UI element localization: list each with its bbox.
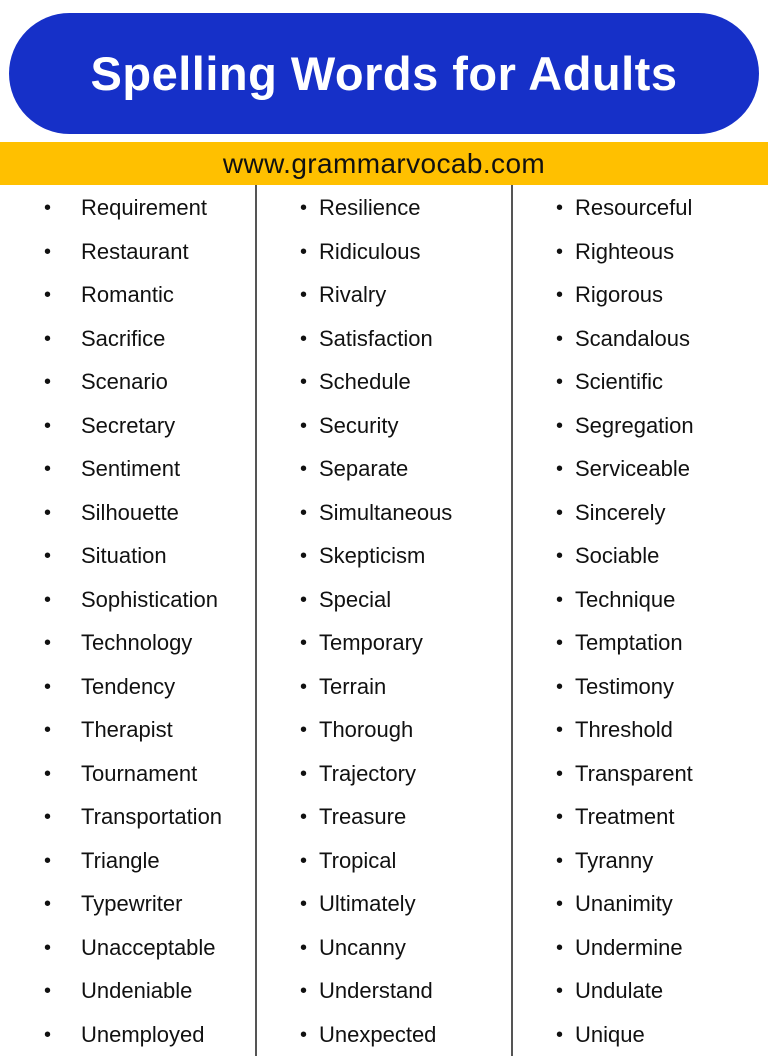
bullet-icon: • <box>44 980 52 1002</box>
word-list-item <box>514 403 768 447</box>
spelling-word: Scandalous <box>575 325 690 351</box>
spelling-word: Temptation <box>575 630 683 655</box>
website-url: www.grammarvocab.com <box>222 147 546 179</box>
word-list-item <box>514 490 768 534</box>
word-list-item <box>258 446 510 490</box>
spelling-word: Ultimately <box>319 891 416 916</box>
bullet-icon: • <box>556 458 564 480</box>
bullet-icon: • <box>44 414 52 437</box>
bullet-icon: • <box>44 849 52 872</box>
word-list-item <box>258 838 510 882</box>
bullet-icon: • <box>300 675 308 698</box>
spelling-word: Schedule <box>319 369 411 394</box>
word-list-item <box>258 881 510 925</box>
spelling-word: Unacceptable <box>81 934 216 960</box>
word-list-item <box>514 272 768 316</box>
bullet-icon: • <box>300 806 308 828</box>
spelling-word: Scenario <box>81 369 168 394</box>
bullet-icon: • <box>44 588 52 611</box>
word-list-item <box>0 577 255 621</box>
spelling-word: Terrain <box>319 673 387 699</box>
spelling-word: Scientific <box>575 369 664 394</box>
word-list-item <box>514 838 768 882</box>
spelling-word: Technique <box>575 586 676 612</box>
bullet-icon: • <box>300 197 308 219</box>
page-title: Spelling Words for Adults <box>90 47 678 100</box>
bullet-icon: • <box>556 545 564 567</box>
word-list-item <box>514 229 768 273</box>
word-list-item <box>0 794 255 838</box>
spelling-word: Therapist <box>81 717 173 742</box>
bullet-icon: • <box>556 806 564 828</box>
spelling-word: Unemployed <box>81 1021 205 1047</box>
spelling-word: Sacrifice <box>81 325 166 351</box>
spelling-word: Romantic <box>81 282 174 307</box>
bullet-icon: • <box>300 936 308 959</box>
word-list-item <box>514 446 768 490</box>
word-list-item <box>0 490 255 534</box>
spelling-word: Tyranny <box>575 847 654 873</box>
spelling-word: Ridiculous <box>319 238 421 264</box>
bullet-icon: • <box>44 1023 52 1046</box>
word-list-item <box>0 968 255 1012</box>
word-list-item <box>258 751 510 795</box>
bullet-icon: • <box>44 545 52 567</box>
spelling-word: Testimony <box>575 673 675 699</box>
bullet-icon: • <box>556 936 564 959</box>
spelling-word: Unexpected <box>319 1021 437 1047</box>
spelling-word: Undeniable <box>81 978 193 1003</box>
bullet-icon: • <box>44 371 52 393</box>
word-list-item <box>0 1012 255 1056</box>
word-list-item <box>514 1012 768 1056</box>
word-list-item <box>258 794 510 838</box>
word-list-item <box>0 403 255 447</box>
column-divider-1 <box>255 185 257 1056</box>
word-list-item <box>258 1012 510 1056</box>
bullet-icon: • <box>300 545 308 567</box>
word-list-item <box>514 881 768 925</box>
spelling-word: Undulate <box>575 978 664 1003</box>
word-list-item <box>258 533 510 577</box>
word-list-item <box>258 664 510 708</box>
spelling-word: Unanimity <box>575 891 673 916</box>
spelling-word: Rigorous <box>575 282 664 307</box>
word-list-item <box>0 707 255 751</box>
spelling-word: Technology <box>81 630 193 655</box>
bullet-icon: • <box>44 893 52 915</box>
spelling-word: Temporary <box>319 630 423 655</box>
word-list-item <box>514 925 768 969</box>
word-list-item <box>514 316 768 360</box>
bullet-icon: • <box>44 675 52 698</box>
spelling-word: Situation <box>81 543 167 568</box>
spelling-word: Righteous <box>575 238 675 264</box>
word-list-item <box>514 185 768 229</box>
word-list-item <box>0 664 255 708</box>
bullet-icon: • <box>300 632 308 654</box>
spelling-word: Security <box>319 412 399 438</box>
spelling-word: Undermine <box>575 934 683 960</box>
spelling-word: Trajectory <box>319 760 416 786</box>
website-bar <box>0 142 768 185</box>
bullet-icon: • <box>44 936 52 959</box>
word-list-item <box>514 968 768 1012</box>
bullet-icon: • <box>44 762 52 785</box>
spelling-word: Transportation <box>81 804 223 829</box>
word-list-item <box>258 925 510 969</box>
bullet-icon: • <box>556 980 564 1002</box>
spelling-word: Sincerely <box>575 499 666 525</box>
bullet-icon: • <box>44 458 52 480</box>
spelling-word: Threshold <box>575 717 673 742</box>
spelling-word: Typewriter <box>81 891 183 916</box>
word-list-item <box>0 185 255 229</box>
word-column-1 <box>0 185 255 1055</box>
bullet-icon: • <box>556 632 564 654</box>
bullet-icon: • <box>300 327 308 350</box>
word-list-item <box>0 533 255 577</box>
word-list-item <box>0 359 255 403</box>
bullet-icon: • <box>44 197 52 219</box>
word-list-item <box>0 925 255 969</box>
spelling-word: Serviceable <box>575 456 690 481</box>
word-column-2 <box>258 185 510 1055</box>
bullet-icon: • <box>556 675 564 698</box>
bullet-icon: • <box>556 588 564 611</box>
spelling-word: Resilience <box>319 195 421 220</box>
word-list-item <box>0 272 255 316</box>
spelling-word: Tropical <box>319 847 397 873</box>
word-list-item <box>0 881 255 925</box>
word-list-item <box>514 577 768 621</box>
bullet-icon: • <box>556 719 564 741</box>
bullet-icon: • <box>300 414 308 437</box>
bullet-icon: • <box>300 1023 308 1046</box>
bullet-icon: • <box>300 980 308 1002</box>
spelling-word: Sociable <box>575 543 660 568</box>
column-divider-2 <box>511 185 513 1056</box>
bullet-icon: • <box>556 893 564 915</box>
spelling-word: Treatment <box>575 804 675 829</box>
spelling-word: Triangle <box>81 847 160 873</box>
bullet-icon: • <box>300 371 308 393</box>
spelling-word: Silhouette <box>81 499 179 525</box>
word-list-item <box>0 446 255 490</box>
word-list-item <box>514 664 768 708</box>
spelling-word: Sentiment <box>81 456 181 481</box>
word-list-item <box>258 359 510 403</box>
word-list-item <box>0 751 255 795</box>
bullet-icon: • <box>556 327 564 350</box>
bullet-icon: • <box>300 893 308 915</box>
word-list-item <box>514 707 768 751</box>
spelling-word: Treasure <box>319 804 407 829</box>
word-list-item <box>514 794 768 838</box>
spelling-word: Satisfaction <box>319 325 433 351</box>
bullet-icon: • <box>44 240 52 263</box>
bullet-icon: • <box>556 371 564 393</box>
bullet-icon: • <box>300 284 308 306</box>
spelling-word: Separate <box>319 456 409 481</box>
spelling-word: Thorough <box>319 717 414 742</box>
spelling-word: Requirement <box>81 195 207 220</box>
spelling-word: Special <box>319 586 392 612</box>
bullet-icon: • <box>556 501 564 524</box>
word-list-item <box>258 620 510 664</box>
spelling-word: Tendency <box>81 673 176 699</box>
spelling-word: Understand <box>319 978 433 1003</box>
word-list-item <box>258 577 510 621</box>
title-banner <box>9 13 759 134</box>
word-list-item <box>514 620 768 664</box>
bullet-icon: • <box>44 284 52 306</box>
spelling-word: Skepticism <box>319 543 426 568</box>
bullet-icon: • <box>556 284 564 306</box>
word-list-item <box>258 968 510 1012</box>
spelling-word: Simultaneous <box>319 499 453 525</box>
word-list-item <box>258 403 510 447</box>
word-list-item <box>258 185 510 229</box>
word-list-item <box>514 751 768 795</box>
word-column-3 <box>514 185 768 1055</box>
word-list-item <box>258 229 510 273</box>
bullet-icon: • <box>556 240 564 263</box>
word-list-item <box>514 359 768 403</box>
bullet-icon: • <box>556 197 564 219</box>
bullet-icon: • <box>556 414 564 437</box>
bullet-icon: • <box>300 849 308 872</box>
bullet-icon: • <box>556 762 564 785</box>
bullet-icon: • <box>300 501 308 524</box>
bullet-icon: • <box>556 849 564 872</box>
word-list-item <box>0 229 255 273</box>
spelling-word: Uncanny <box>319 934 406 960</box>
spelling-word: Secretary <box>81 412 176 438</box>
spelling-word: Transparent <box>575 760 693 786</box>
bullet-icon: • <box>44 327 52 350</box>
spelling-word: Rivalry <box>319 282 387 307</box>
word-list-item <box>0 620 255 664</box>
word-list-item <box>258 316 510 360</box>
word-list-item <box>258 490 510 534</box>
word-list-item <box>258 272 510 316</box>
word-list-item <box>0 316 255 360</box>
bullet-icon: • <box>300 240 308 263</box>
word-list-item <box>0 838 255 882</box>
spelling-word: Tournament <box>81 760 198 786</box>
bullet-icon: • <box>44 806 52 828</box>
bullet-icon: • <box>44 632 52 654</box>
word-list-item <box>258 707 510 751</box>
spelling-word: Segregation <box>575 412 694 438</box>
bullet-icon: • <box>300 588 308 611</box>
bullet-icon: • <box>300 762 308 785</box>
spelling-word: Sophistication <box>81 586 218 612</box>
spelling-word: Unique <box>575 1021 645 1047</box>
bullet-icon: • <box>300 458 308 480</box>
spelling-word: Restaurant <box>81 238 189 264</box>
spelling-word: Resourceful <box>575 195 693 220</box>
bullet-icon: • <box>44 501 52 524</box>
word-list-item <box>514 533 768 577</box>
bullet-icon: • <box>300 719 308 741</box>
bullet-icon: • <box>44 719 52 741</box>
bullet-icon: • <box>556 1023 564 1046</box>
